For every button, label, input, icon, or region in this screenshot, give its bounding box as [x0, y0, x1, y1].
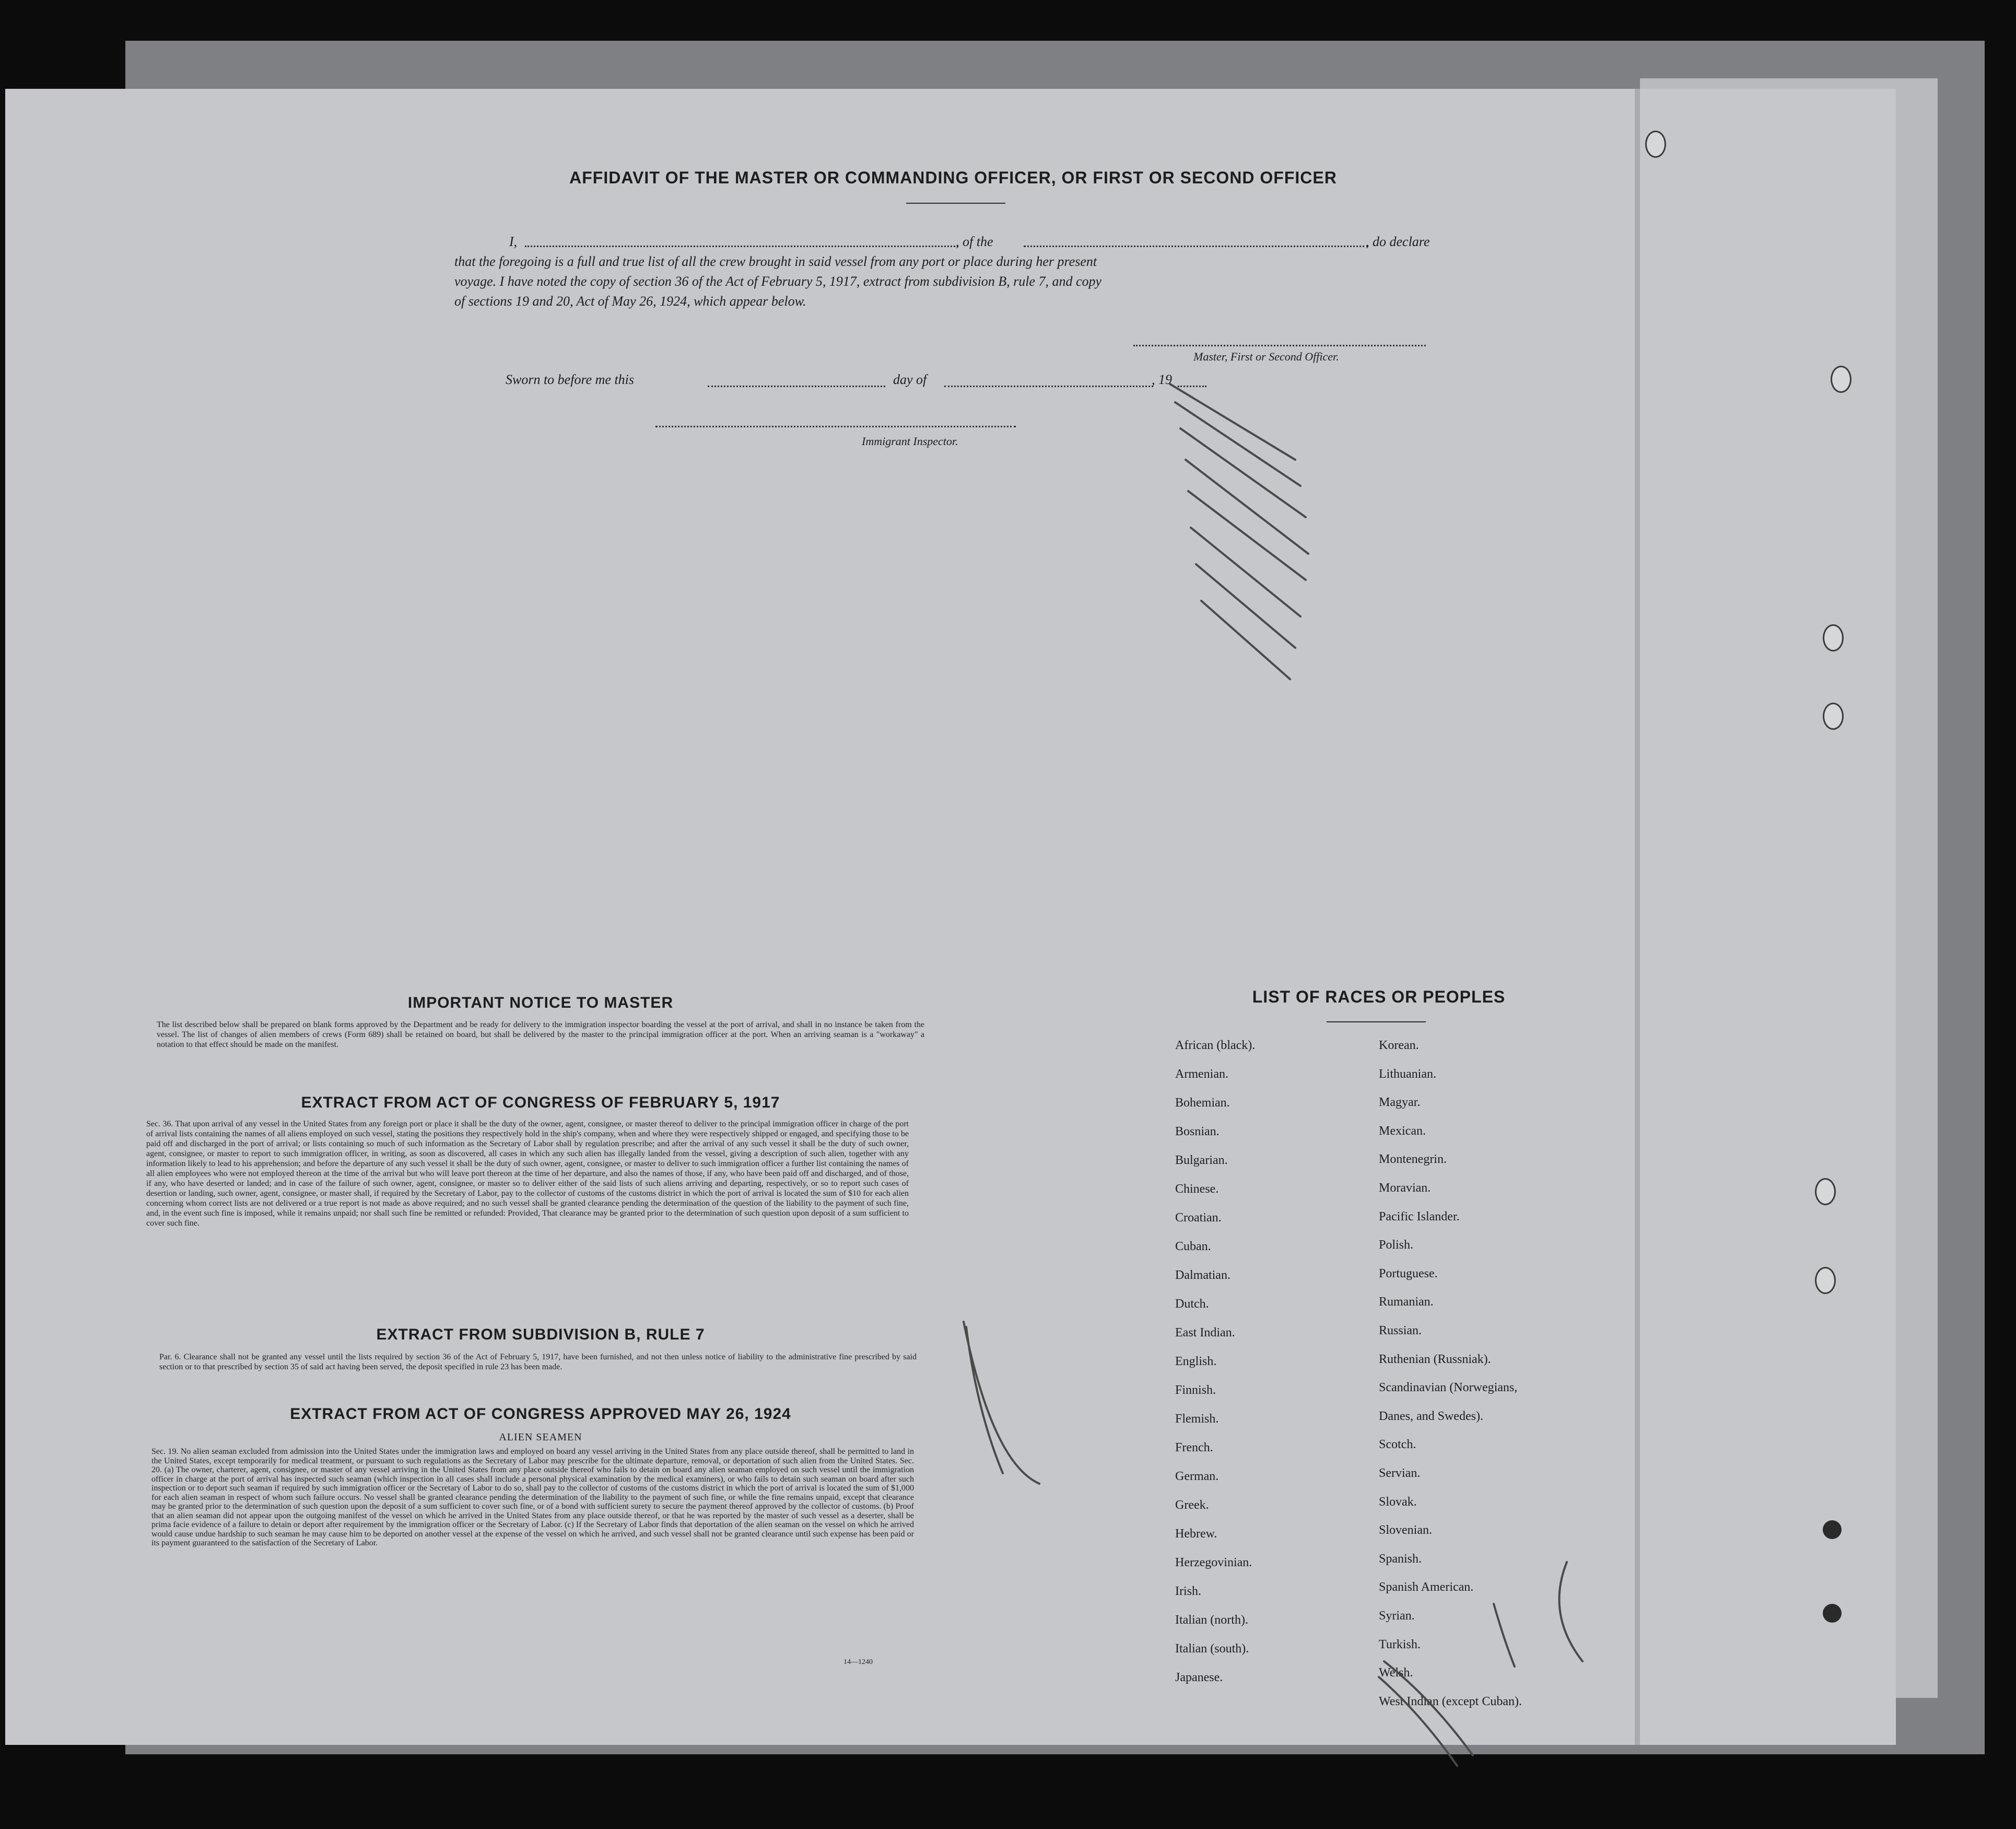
race-item: English.	[1175, 1355, 1217, 1368]
race-item: Bosnian.	[1175, 1125, 1220, 1138]
notice-title: IMPORTANT NOTICE TO MASTER	[407, 994, 674, 1011]
race-item: Turkish.	[1379, 1637, 1421, 1651]
race-item: Korean.	[1379, 1039, 1419, 1052]
race-item: Irish.	[1175, 1585, 1201, 1598]
race-item: Dutch.	[1175, 1297, 1209, 1311]
race-item: Bulgarian.	[1175, 1154, 1228, 1167]
race-item: Russian.	[1379, 1324, 1422, 1337]
race-item: Hebrew.	[1175, 1527, 1217, 1541]
vessel-label: , of the	[956, 234, 993, 249]
race-item: Croatian.	[1175, 1211, 1222, 1225]
race-item: Japanese.	[1175, 1671, 1223, 1684]
affidavit-line-3: voyage. I have noted the copy of section 36 of the Act of February 5, 1917, extract from subdivision B, rule 7, and copy	[454, 274, 1102, 289]
race-item: Syrian.	[1379, 1609, 1415, 1623]
race-item: Herzegovinian.	[1175, 1556, 1252, 1569]
race-item: Spanish.	[1379, 1552, 1422, 1566]
master-signature-label: Master, First or Second Officer.	[1193, 350, 1339, 363]
race-item: Servian.	[1379, 1466, 1421, 1480]
race-item: Welsh.	[1379, 1666, 1413, 1680]
race-item: Polish.	[1379, 1238, 1414, 1252]
sworn-text: Sworn to before me this	[506, 372, 635, 387]
race-item: Bohemian.	[1175, 1096, 1230, 1110]
race-item: Italian (south).	[1175, 1642, 1249, 1656]
affidavit-line-4: of sections 19 and 20, Act of May 26, 1924, which appear below.	[454, 294, 806, 309]
rule-7-body: Par. 6. Clearance shall not be granted any vessel until the lists required by section 36 of the Act of February 5, 1917, have been furnished, and not then unless notice of liability to the administrative fine prescribed by said section or to that prescribed by section 35 of said act having been served, the deposit specified in rule 23 has been made.	[159, 1353, 917, 1371]
race-item: Lithuanian.	[1379, 1067, 1436, 1081]
races-title: LIST OF RACES OR PEOPLES	[1252, 987, 1506, 1006]
affidavit-title: AFFIDAVIT OF THE MASTER OR COMMANDING OFFICER, OR FIRST OR SECOND OFFICER	[569, 168, 1337, 187]
year-text: , 19	[1152, 372, 1172, 387]
race-item: Mexican.	[1379, 1124, 1426, 1138]
race-item: Armenian.	[1175, 1067, 1228, 1081]
race-item: Flemish.	[1175, 1412, 1219, 1426]
act-1917-body: Sec. 36. That upon arrival of any vessel in the United States from any foreign port or place it shall be the duty of the owner, agent, consignee, or master thereof to deliver to the principal immigration officer in charge of the port of arrival lists containing the names of all aliens employed on such vessel, stating the positions they respectively hold in the ship's company, when and where they were respectively shipped or engaged, and specifying those to be paid off and discharged in the port of arrival; or lists containing so much of such information as the Secretary of Labor shall by regulation prescribe; and after the arrival of any such vessel it shall be the duty of such owner, agent, consignee, or master to report to such immigration officer, in writing, as soon as discovered, all cases in which any such alien has illegally landed from the vessel, giving a description of such alien, together with any information likely to lead to his apprehension; and before the departure of any such vessel it shall be the duty of such owner, agent, consignee, or master to deliver to such immigration officer a further list containing the names of all alien employees who were not employed thereon at the time of the arrival but who will leave port thereon at the time of her departure, and also the names of those, if any, who have been paid off and discharged, and of those, if any, who have deserted or landed; and in case of the failure of such owner, agent, consignee, or master so to deliver either of the said lists of such aliens arriving and departing, respectively, or so to report such cases of desertion or landing, such owner, agent, consignee, or master shall, if required by the Secretary of Labor, pay to the collector of customs of the customs district in which the port of arrival is located the sum of $10 for each alien concerning whom correct lists are not delivered or a true report is not made as above required; and no such vessel shall be granted clearance pending the determination of the question of the liability to the payment of such fine, and, in the event such fine is imposed, while it remains unpaid; nor shall such fine be remitted or refunded: Provided, That clearance may be granted prior to the determination of such question upon deposit of a sum sufficient to cover such fine.	[146, 1120, 909, 1228]
declarant-label: I,	[509, 234, 518, 249]
race-item: East Indian.	[1175, 1326, 1235, 1339]
race-item: West Indian (except Cuban).	[1379, 1694, 1522, 1708]
race-item: Slovenian.	[1379, 1523, 1432, 1537]
race-item: Pacific Islander.	[1379, 1209, 1460, 1224]
race-item: Dalmatian.	[1175, 1268, 1230, 1282]
race-item: Moravian.	[1379, 1181, 1431, 1195]
race-item: Spanish American.	[1379, 1580, 1474, 1594]
declare-text: , do declare	[1366, 234, 1430, 249]
affidavit-line-2: that the foregoing is a full and true list of all the crew brought in said vessel from any port or place during her present	[454, 254, 1097, 269]
race-item: Italian (north).	[1175, 1613, 1248, 1627]
race-item: Greek.	[1175, 1498, 1209, 1512]
act-1924-subtitle: ALIEN SEAMEN	[499, 1431, 582, 1443]
race-item: Scotch.	[1379, 1438, 1416, 1452]
race-item: Magyar.	[1379, 1096, 1421, 1110]
form-number: 14—1240	[843, 1658, 873, 1666]
race-item: German.	[1175, 1470, 1219, 1483]
race-item: Danes, and Swedes).	[1379, 1409, 1483, 1423]
race-item: Slovak.	[1379, 1495, 1417, 1509]
act-1924-body: Sec. 19. No alien seaman excluded from admission into the United States under the immigration laws and employed on board any vessel arriving in the United States from any place outside thereof, shall be permitted to land in the United States, except temporarily for medical treatment, or pursuant to such regulations as the Secretary of Labor may prescribe for the ultimate departure, removal, or deportation of such alien from the United States. Sec. 20. (a) The owner, charterer, agent, consignee, or master of any vessel arriving in the United States from any place outside thereof who fails to detain on board any alien seaman employed on such vessel until the immigration officer in charge at the port of arrival has inspected such seaman (which inspection in all cases shall include a personal physical examination by the medical examiners), or who fails to detain such seaman on board after such inspection or to deport such seaman if required by such immigration officer or the Secretary of Labor to do so, shall pay to the collector of customs of the customs district in which the port of arrival is located the sum of $1,000 for each alien seaman in respect of whom such failure occurs. No vessel shall be granted clearance pending the determination of the liability to the payment of such fine, or while the fine remains unpaid, except that clearance may be granted prior to the determination of such question upon the deposit of a sum sufficient to cover such fine, or of a bond with sufficient surety to secure the payment thereof approved by the collector of customs. (b) Proof that an alien seaman did not appear upon the outgoing manifest of the vessel on which he arrived in the United States from any place outside thereof, or that he was reported by the master of such vessel as a deserter, shall be prima facie evidence of a failure to detain or deport after requirement by the immigration officer or the Secretary of Labor. (c) If the Secretary of Labor finds that deportation of the alien seaman on the vessel on which he arrived would cause undue hardship to such seaman he may cause him to be deported on another vessel at the expense of the vessel on which he arrived, and such vessel shall not be granted clearance until such expense has been paid or its payment guaranteed to the satisfaction of the Secretary of Labor.	[151, 1447, 914, 1547]
race-item: African (black).	[1175, 1039, 1256, 1052]
race-item: Rumanian.	[1379, 1295, 1434, 1309]
notice-body: The list described below shall be prepared on blank forms approved by the Department and be ready for delivery to the immigration inspector boarding the vessel at the port of arrival, and shall in no instance be taken from the vessel. The list of changes of alien members of crews (Form 689) shall be retained on board, but shall be delivered by the master to the principal immigration officer at the port. When an arriving seaman is a "workaway" a notation to that effect should be made on the manifest.	[157, 1020, 924, 1049]
race-item: Ruthenian (Russniak).	[1379, 1352, 1491, 1366]
race-item: Scandinavian (Norwegians,	[1379, 1381, 1518, 1395]
act-1924-title: EXTRACT FROM ACT OF CONGRESS APPROVED MAY 26, 1924	[290, 1405, 791, 1423]
act-1917-title: EXTRACT FROM ACT OF CONGRESS OF FEBRUARY 5, 1917	[301, 1094, 780, 1111]
race-item: Montenegrin.	[1379, 1152, 1447, 1167]
day-of-text: day of	[893, 372, 927, 387]
race-item: Cuban.	[1175, 1240, 1211, 1253]
race-item: Finnish.	[1175, 1383, 1216, 1397]
rule-7-title: EXTRACT FROM SUBDIVISION B, RULE 7	[376, 1326, 705, 1343]
race-item: Portuguese.	[1379, 1266, 1438, 1280]
race-item: Chinese.	[1175, 1182, 1219, 1196]
race-item: French.	[1175, 1441, 1213, 1454]
inspector-signature-label: Immigrant Inspector.	[862, 435, 958, 448]
